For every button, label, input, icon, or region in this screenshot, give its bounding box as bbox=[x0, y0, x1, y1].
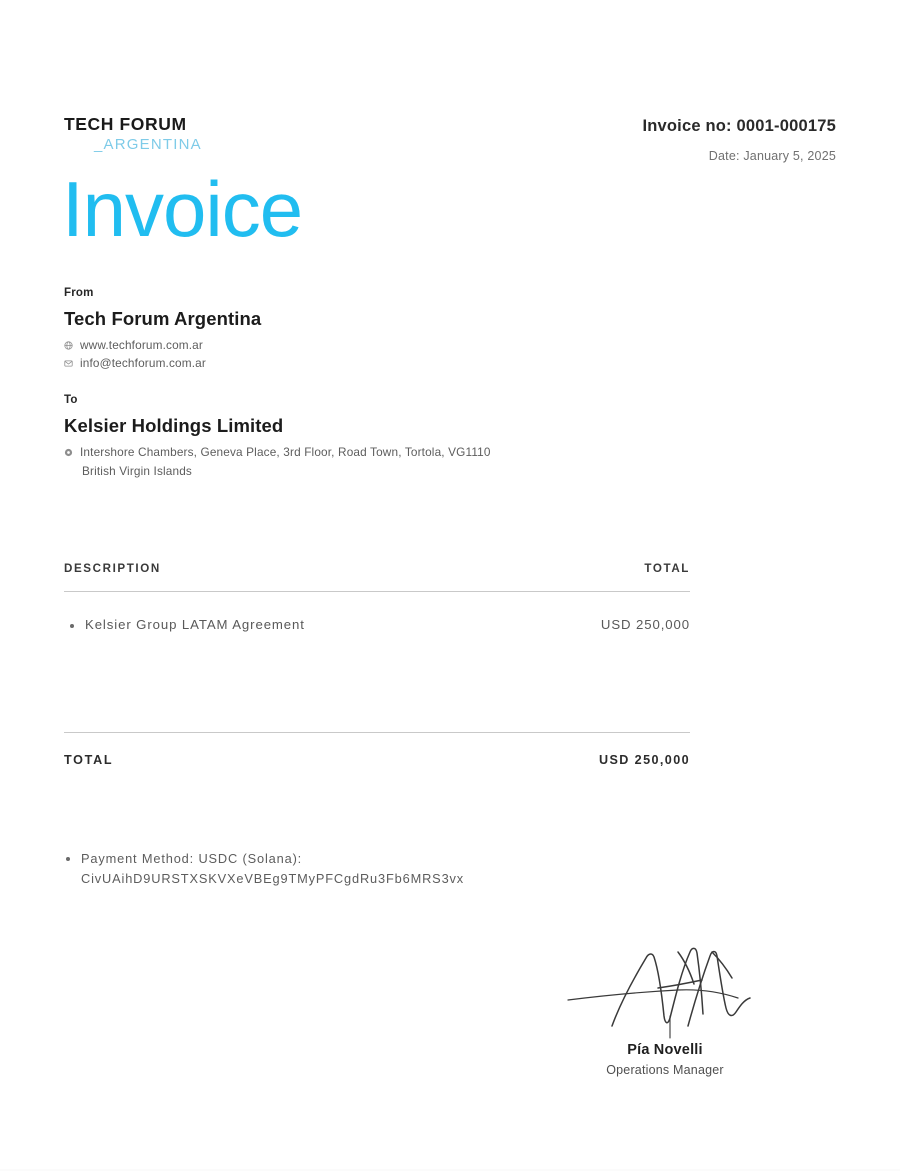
from-website-row bbox=[64, 337, 261, 353]
to-address-row bbox=[64, 444, 491, 479]
line-item-total: USD 250,000 bbox=[600, 617, 690, 632]
to-address bbox=[80, 444, 491, 479]
signer-role: Operations Manager bbox=[606, 1063, 724, 1077]
line-item-description-text: Kelsier Group LATAM Agreement bbox=[85, 617, 305, 632]
total-row bbox=[64, 733, 690, 767]
to-address-line1: Intershore Chambers, Geneva Place, 3rd Floor, Road Town, Tortola, VG1110 bbox=[80, 445, 491, 459]
company-logo bbox=[64, 116, 202, 152]
bullet-icon bbox=[70, 624, 74, 628]
signature-drawing bbox=[560, 930, 770, 1040]
invoice-meta bbox=[642, 116, 836, 163]
payment-method-note bbox=[66, 849, 686, 889]
to-block bbox=[64, 394, 491, 479]
to-address-line2: British Virgin Islands bbox=[82, 464, 192, 478]
payment-method-text bbox=[81, 849, 464, 889]
table-row bbox=[64, 592, 690, 632]
signature-block bbox=[560, 930, 770, 1077]
total-block bbox=[64, 732, 690, 767]
column-header-total: TOTAL bbox=[644, 562, 690, 575]
from-company-name: Tech Forum Argentina bbox=[64, 308, 262, 329]
from-website-text: www.techforum.com.ar bbox=[80, 338, 203, 352]
globe-icon bbox=[64, 337, 77, 353]
line-item-description bbox=[64, 617, 305, 632]
location-pin-icon bbox=[64, 444, 77, 460]
invoice-number: Invoice no: 0001-000175 bbox=[642, 117, 836, 135]
column-header-description: DESCRIPTION bbox=[64, 562, 161, 575]
from-email-text: info@techforum.com.ar bbox=[80, 356, 206, 370]
table-header-row bbox=[64, 562, 690, 592]
notes-block bbox=[66, 849, 686, 889]
envelope-icon bbox=[64, 355, 77, 371]
logo-sub-text: _ARGENTINA bbox=[94, 135, 202, 153]
to-company-name: Kelsier Holdings Limited bbox=[64, 415, 284, 436]
to-label: To bbox=[64, 394, 78, 406]
from-label: From bbox=[64, 287, 94, 299]
invoice-header bbox=[64, 116, 836, 163]
bullet-icon bbox=[66, 857, 70, 861]
from-email-row bbox=[64, 355, 261, 371]
total-label: TOTAL bbox=[64, 753, 114, 767]
from-block bbox=[64, 287, 261, 371]
invoice-date: Date: January 5, 2025 bbox=[708, 149, 836, 163]
line-items-table bbox=[64, 562, 690, 632]
payment-method-label: Payment Method: USDC (Solana): bbox=[81, 851, 303, 866]
total-value: USD 250,000 bbox=[598, 753, 690, 767]
page-title: Invoice bbox=[62, 165, 303, 253]
logo-main-text: TECH FORUM bbox=[64, 114, 187, 134]
signer-name: Pía Novelli bbox=[627, 1042, 703, 1058]
wallet-address: CivUAihD9URSTXSKVXeVBEg9TMyPFCgdRu3Fb6MRS3vx bbox=[81, 871, 465, 886]
